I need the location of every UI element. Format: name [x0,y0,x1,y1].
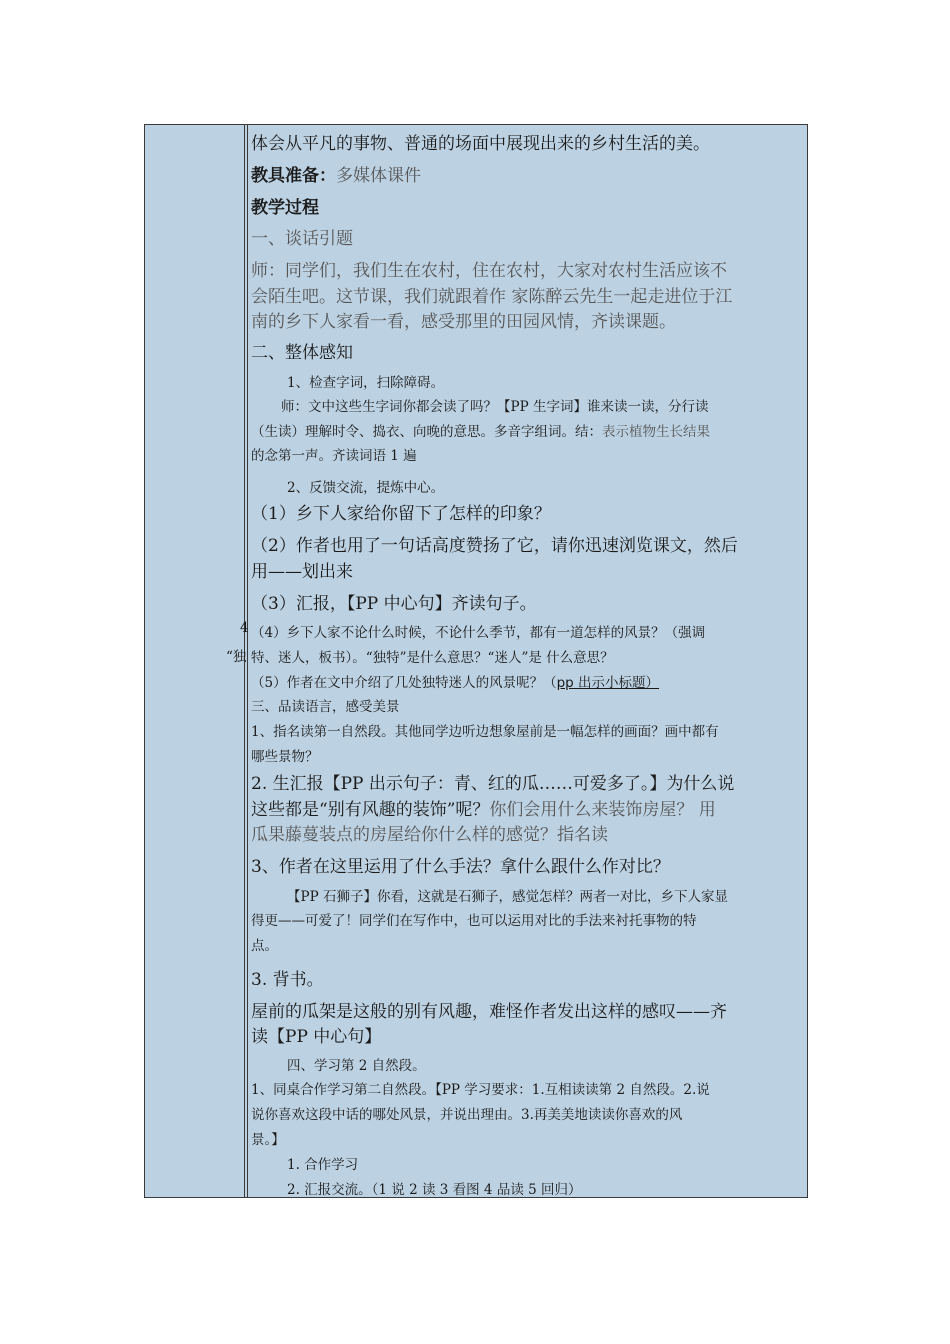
vocab-line [251,420,710,440]
question-5-text: （5）作者在文中介绍了几处独特迷人的风景呢？（ [251,675,557,691]
materials-label: 教具准备： [251,166,336,186]
report-question: 你们会用什么来装饰房屋？ 用 [489,800,716,820]
list-item-2: 2. 汇报交流。（1 说 2 读 3 看图 4 品读 5 回归） [287,1182,582,1198]
vocab-note: 表示植物生长结果 [602,424,710,440]
question-4-cont: 特、迷人，板书）。“独特”是什么意思？“迷人”是 什么意思？ [251,650,614,666]
lion-line-1: 【PP 石狮子】你看，这就是石狮子，感觉怎样？两者一对比，乡下人家显 [287,889,728,905]
reading-task-cont: 哪些景物？ [251,749,319,765]
section-1-heading: 一、谈话引题 [251,229,353,249]
list-item-1: 1. 合作学习 [287,1157,359,1173]
question-5 [251,671,659,691]
summary-line-2: 读【PP 中心句】 [251,1027,382,1047]
question-5-link: pp 出示小标题） [556,675,660,691]
report-line-1: 2. 生汇报【PP 出示句子：青、红的瓜……可爱多了。】为什么说 [251,774,735,794]
overflow-number: 4 [240,620,249,636]
report-line-2 [251,795,716,820]
intro-line-3: 南的乡下人家看一看，感受那里的田园风情，齐读课题。 [251,312,676,332]
intro-line-2: 会陌生吧。这节课，我们就跟着作 家陈醉云先生一起走进位于江 [251,287,733,307]
lion-line-2: 得更——可爱了！同学们在写作中，也可以运用对比的手法来衬托事物的特 [251,913,697,929]
teacher-prompt: 师：文中这些生字词你都会读了吗？【PP 生字词】谁来读一读，分行读 [281,399,709,415]
report-line-3: 瓜果藤蔓装点的房屋给你什么样的感觉？指名读 [251,825,608,845]
intro-line-1: 师：同学们，我们生在农村，住在农村，大家对农村生活应该不 [251,261,727,281]
question-3: （3）汇报，【PP 中心句】齐读句子。 [251,594,537,614]
step-1: 1、检查字词，扫除障碍。 [287,375,445,391]
lion-line-3: 点。 [251,938,278,954]
materials-line [251,161,421,186]
technique-question: 3、作者在这里运用了什么手法？拿什么跟什么作对比？ [251,857,670,877]
pair-task-3: 景。】 [251,1132,285,1148]
section-2-heading: 二、整体感知 [251,343,353,363]
objective-line: 体会从平凡的事物、普通的场面中展现出来的乡村生活的美。 [251,134,710,154]
lesson-content [251,125,803,1197]
section-3-heading: 三、品读语言，感受美景 [251,699,400,715]
question-2-cont: 用——划出来 [251,562,353,582]
reading-task: 1、指名读第一自然段。其他同学边听边想象屋前是一幅怎样的画面？画中都有 [251,724,719,740]
step-2: 2、反馈交流，提炼中心。 [287,480,445,496]
section-4-heading: 四、学习第 2 自然段。 [287,1058,426,1074]
overflow-quote: “独 [226,649,247,665]
vocab-line-2: 的念第一声。齐读词语 1 遍 [251,448,417,464]
summary-line-1: 屋前的瓜架是这般的别有风趣，难怪作者发出这样的感叹——齐 [251,1002,727,1022]
materials-value: 多媒体课件 [336,166,421,186]
question-1: （1）乡下人家给你留下了怎样的印象？ [251,504,551,524]
pair-task-2: 说你喜欢这段中话的哪处风景，并说出理由。3.再美美地读读你喜欢的风 [251,1107,683,1123]
question-2: （2）作者也用了一句话高度赞扬了它，请你迅速浏览课文，然后 [251,536,738,556]
vocab-text: （生读）理解时令、捣衣、向晚的意思。多音字组词。结： [251,424,602,440]
recite-line: 3. 背书。 [251,970,324,990]
process-heading: 教学过程 [251,198,319,218]
pair-task-1: 1、同桌合作学习第二自然段。【PP 学习要求：1.互相读读第 2 自然段。2.说 [251,1082,710,1098]
report-text: 这些都是“别有风趣的装饰”呢？ [251,800,490,820]
question-4: （4）乡下人家不论什么时候，不论什么季节，都有一道怎样的风景？（强调 [251,625,706,641]
